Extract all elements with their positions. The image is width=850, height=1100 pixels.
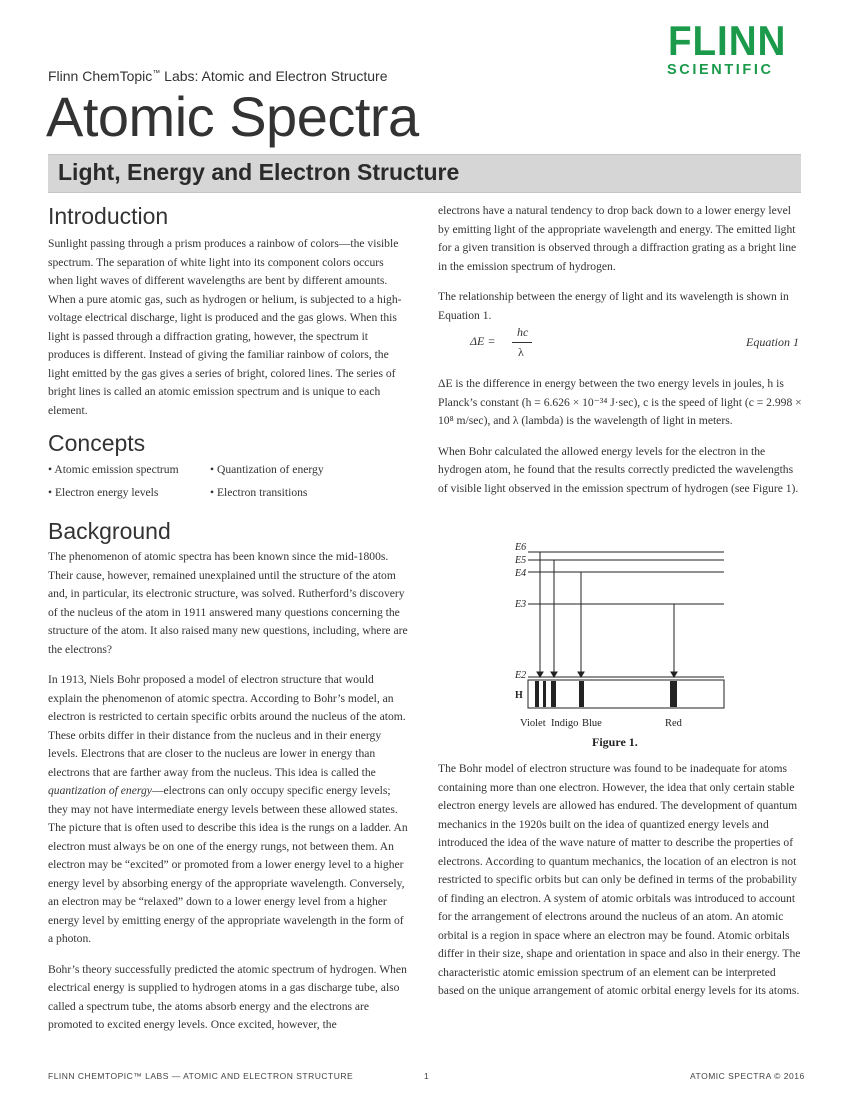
concept-item: • Atomic emission spectrum bbox=[48, 463, 179, 476]
equation-numerator: hc bbox=[517, 325, 529, 339]
level-label-e2: E2 bbox=[515, 670, 527, 681]
footer-right: ATOMIC SPECTRA © 2016 bbox=[690, 1071, 805, 1081]
introduction-paragraph: Sunlight passing through a prism produces a rainbow of colors—the visible spectrum. The separation of white light into its component colors occurs when light waves of different wavelengths are bent by different amounts. When a pure atomic gas, such as hydrogen or helium, is subjected to a high-voltage electrical discharge, light is produced and the gas glows. When this light is passed through a diffraction grating, however, the spectrum it produces is different. Instead of giving the familiar rainbow of colors, the light emitted by the gas gives a series of bright, colored lines. The series of bright lines is called an atomic emission spectrum and is unique to each element. bbox=[48, 237, 402, 417]
flinn-logo: FLINN bbox=[668, 17, 787, 64]
level-label-e4: E4 bbox=[515, 568, 527, 579]
arrow-blue bbox=[578, 672, 584, 677]
background-paragraph-1: The phenomenon of atomic spectra has been known since the mid-1800s. Their cause, however, remained unexplained until the structure of the atom and, in particular, its electronic structure, was solved. Rutherford’s discovery of the nucleus of the atom in 1911 answered many questions concerning the structure of the atom. It also raised many new questions, including, where are the electrons? bbox=[48, 550, 408, 656]
arrow-indigo bbox=[551, 672, 557, 677]
quantization-term: quantization of energy bbox=[48, 784, 152, 797]
level-label-e3: E3 bbox=[515, 599, 527, 610]
delta-e-paragraph: ΔE is the difference in energy between the two energy levels in joules, h is Planck’s constant (h = 6.626 × 10⁻³⁴ J·sec), c is the speed of light (c = 2.998 × 10⁸ m/sec), and λ (lambda) is the wavelength of light in meters. bbox=[438, 377, 802, 427]
blue-label: Blue bbox=[582, 718, 602, 729]
right-column-mid bbox=[438, 375, 803, 510]
arrow-red bbox=[671, 672, 677, 677]
equation-lhs: ΔE = bbox=[470, 334, 496, 348]
bohr-calculation-paragraph: When Bohr calculated the allowed energy levels for the electron in the hydrogen atom, he found that the results correctly predicted the wavelengths of visible light observed in the emission spectrum of hydrogen (see Figure 1). bbox=[438, 444, 799, 495]
page-number: 1 bbox=[424, 1071, 430, 1081]
background-text bbox=[48, 548, 408, 1047]
equation-denominator: λ bbox=[518, 345, 524, 359]
violet-label: Violet bbox=[520, 718, 546, 729]
concept-item: • Electron transitions bbox=[210, 486, 308, 499]
figure-caption: Figure 1. bbox=[592, 735, 638, 749]
trademark-mark: ™ bbox=[152, 68, 161, 78]
banner-title: Light, Energy and Electron Structure bbox=[58, 159, 460, 185]
spectral-line-blue bbox=[579, 681, 584, 707]
concepts-heading: Concepts bbox=[48, 430, 146, 456]
series-title bbox=[48, 68, 388, 84]
page-title: Atomic Spectra bbox=[46, 85, 419, 148]
spectral-line-red bbox=[670, 681, 677, 707]
spectral-line-violet bbox=[535, 681, 539, 707]
background-paragraph-3: Bohr’s theory successfully predicted the atomic spectrum of hydrogen. When electrical energy is supplied to hydrogen atoms in a gas discharge tube, also called a spectrum tube, the atoms absorb energy and the electrons are promoted to excited energy levels. Once excited, however, the bbox=[48, 962, 407, 1031]
arrow-violet bbox=[537, 672, 543, 677]
bohr-model-text: In 1913, Niels Bohr proposed a model of electron structure that would explain the phenomenon of atomic spectra. According to Bohr’s model, an electron is restricted to certain specific orbits around the nucleus of the atom. These orbits differ in their distance from the nucleus and in their energy levels. Electrons that are closer to the nucleus are lower in energy than electrons that are farther away from the nucleus. This idea is called the bbox=[48, 673, 406, 779]
emission-paragraph: electrons have a natural tendency to drop back down to a lower energy level by emitting light of the appropriate wavelength and energy. The emitted light for a given transition is observed through a diffraction grating as a bright line in the emission spectrum of hydrogen. bbox=[438, 204, 797, 273]
concept-item: • Electron energy levels bbox=[48, 486, 159, 499]
quantum-mechanics-paragraph: The Bohr model of electron structure was found to be inadequate for atoms containing more than one electron. However, the idea that only certain stable electron energy levels are allowed has endured. The development of quantum mechanics in the 1920s built on the idea of quantized energy levels and introduced the idea of the wave nature of matter to describe the properties of electrons. According to quantum mechanics, the location of an electron is not restricted to specific orbits but can only be defined in terms of the probability of finding an electron. A system of atomic orbitals was introduced to account for the arrangement of electrons around the nucleus of an atom. An atomic orbital is a region in space where an electron may be found. Atomic orbitals differ in their size, shape and orientation in space and also in their energy. The characteristic atomic emission spectrum of an element can be interpreted based on the unique arrangement of atomic orbital energy levels for its atoms. bbox=[438, 762, 801, 997]
spectrum-box bbox=[528, 680, 724, 708]
equation-label: Equation 1 bbox=[746, 335, 799, 349]
red-label: Red bbox=[665, 718, 682, 729]
background-heading: Background bbox=[48, 518, 171, 544]
right-column-bottom bbox=[438, 760, 803, 1013]
hydrogen-label: H bbox=[515, 690, 523, 701]
section-banner bbox=[48, 154, 801, 193]
scientific-logo-text: SCIENTIFIC bbox=[667, 62, 774, 78]
energy-level-diagram bbox=[510, 538, 730, 753]
footer-left: FLINN CHEMTOPIC™ LABS — ATOMIC AND ELECTRON STRUCTURE bbox=[48, 1071, 354, 1081]
level-label-e5: E5 bbox=[515, 555, 527, 566]
series-name: Flinn ChemTopic bbox=[48, 68, 153, 84]
introduction-heading: Introduction bbox=[48, 203, 169, 229]
relationship-paragraph: The relationship between the energy of light and its wavelength is shown in Equation 1. bbox=[438, 290, 789, 322]
level-label-e6: E6 bbox=[515, 542, 527, 553]
fraction-bar bbox=[512, 342, 532, 343]
energy-level-figure bbox=[510, 538, 730, 753]
series-subtitle: Labs: Atomic and Electron Structure bbox=[160, 68, 388, 84]
spectral-line-violet-2 bbox=[543, 681, 546, 707]
background-paragraph-2 bbox=[48, 671, 408, 949]
spectral-line-indigo bbox=[551, 681, 556, 707]
indigo-label: Indigo bbox=[551, 718, 579, 729]
right-column-top bbox=[438, 202, 803, 337]
concept-item: • Quantization of energy bbox=[210, 463, 324, 476]
bohr-model-text-cont: —electrons can only occupy specific energy levels; they may not have intermediate energy levels between these allowed states. The picture that is often used to describe this idea is the rungs on a ladder. An electron must always be on one of the energy rungs, not between them. An electron may be “excited” or promoted from a lower energy level to a higher energy level by absorbing energy of the appropriate wavelength. Conversely, an electron may be “relaxed” down to a lower energy level from a higher energy level by emitting energy of the appropriate wavelength in the form of a photon. bbox=[48, 784, 408, 945]
introduction-text bbox=[48, 235, 408, 432]
